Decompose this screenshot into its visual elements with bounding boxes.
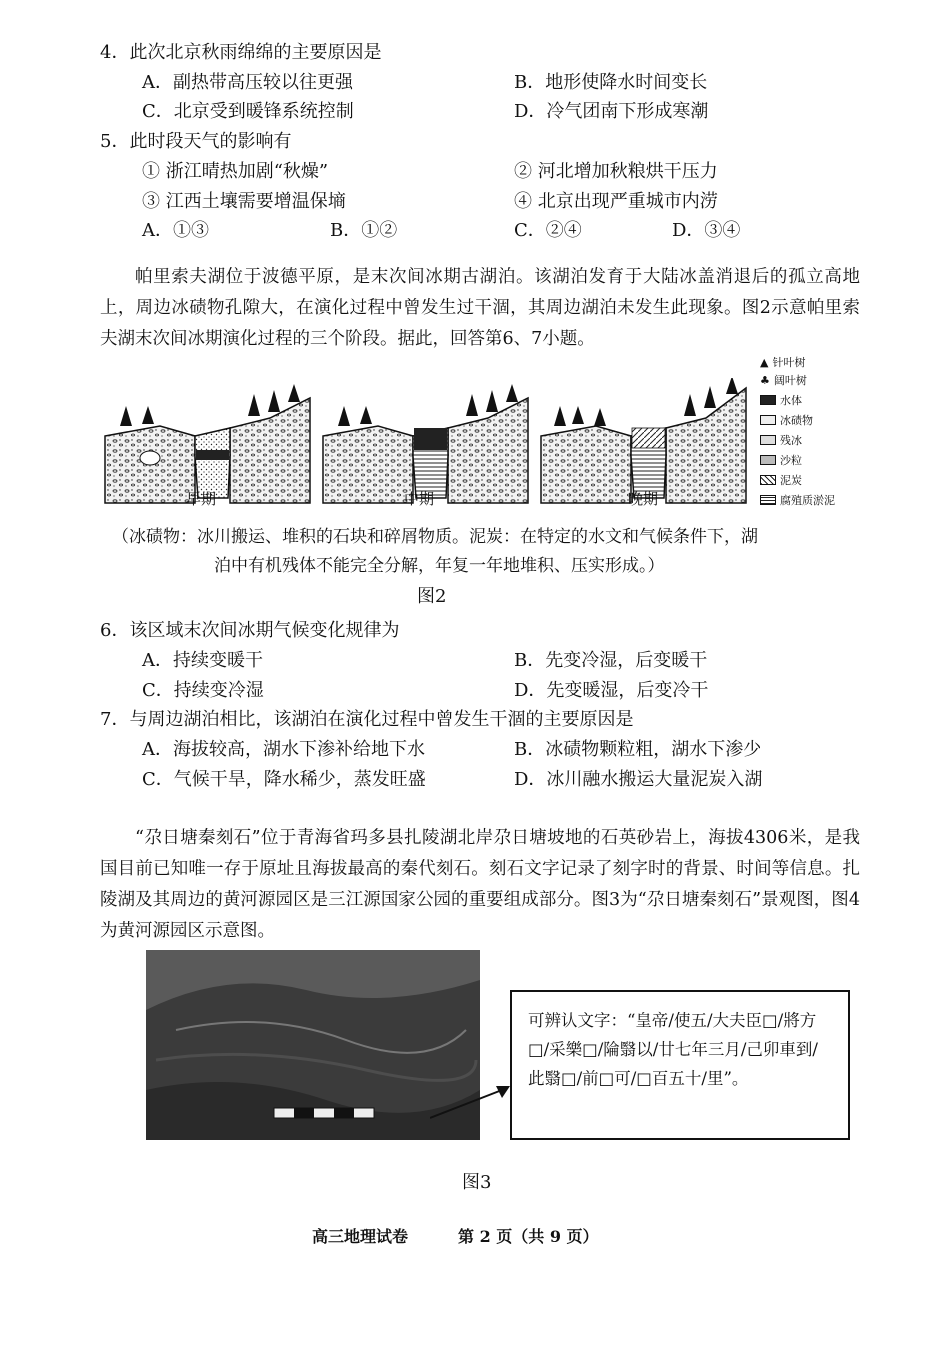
q7-option-a: A．海拔较高，湖水下渗补给地下水 xyxy=(142,739,425,760)
stage-early xyxy=(105,384,310,503)
q7-option-d: D．冰川融水搬运大量泥炭入湖 xyxy=(514,769,763,790)
figure2-caption: 图2 xyxy=(417,586,447,607)
stage-label-late: 晚期 xyxy=(628,490,659,508)
q5-statement-2: ② 河北增加秋粮烘干压力 xyxy=(514,161,718,182)
q5-statement-4: ④ 北京出现严重城市内涝 xyxy=(514,191,718,212)
q6-option-d: D．先变暖湿，后变冷干 xyxy=(514,680,709,701)
q4-option-d: D．冷气团南下形成寒潮 xyxy=(514,101,709,122)
conifer-icon: ▲ xyxy=(760,355,769,369)
legend-water: 水体 xyxy=(760,392,802,408)
legend-residual-ice: 残冰 xyxy=(760,432,802,448)
stage-late xyxy=(541,378,746,503)
q7-stem: 7．与周边湖泊相比，该湖泊在演化过程中曾发生干涸的主要原因是 xyxy=(100,709,634,730)
stage-middle xyxy=(323,384,528,503)
inscription-text: 可辨认文字：“皇帝/使五/大夫臣□/將方□/采樂□/陯翳以/廿七年三月/己卯車到/此翳□/前□可/□百五十/里”。 xyxy=(528,1011,818,1088)
q7-option-b: B．冰碛物颗粒粗，湖水下渗少 xyxy=(514,739,762,760)
legend-moraine: 冰碛物 xyxy=(760,412,813,428)
q4-option-c: C．北京受到暖锋系统控制 xyxy=(142,101,354,122)
q5-statement-1: ① 浙江晴热加剧“秋燥” xyxy=(142,161,329,182)
q7-option-c: C．气候干旱，降水稀少，蒸发旺盛 xyxy=(142,769,426,790)
q5-statement-3: ③ 江西土壤需要增温保墒 xyxy=(142,191,346,212)
stage-label-early: 早期 xyxy=(186,490,217,508)
legend-sand: 沙粒 xyxy=(760,452,802,468)
q5-option-b: B．①② xyxy=(330,220,398,241)
passage-qin-stone: “尕日塘秦刻石”位于青海省玛多县扎陵湖北岸尕日塘坡地的石英砂岩上，海拔4306米，是我国目前已知唯一存于原址且海拔最高的秦代刻石。刻石文字记录了刻字时的背景、时间等信息。扎陵湖及其周边的黄河源园区是三江源国家公园的重要组成部分。图3为“尕日塘秦刻石”景观图，图4为黄河源园区示意图。 xyxy=(100,828,860,941)
inscription-box xyxy=(510,990,850,1140)
figure2-note-line2: 泊中有机残体不能完全分解，年复一年地堆积、压实形成。） xyxy=(214,556,665,576)
figure2-note-line1: （冰碛物：冰川搬运、堆积的石块和碎屑物质。泥炭：在特定的水文和气候条件下，湖 xyxy=(112,527,758,547)
q5-option-c: C．②④ xyxy=(514,220,582,241)
q5-stem: 5．此时段天气的影响有 xyxy=(100,131,292,152)
q4-stem: 4．此次北京秋雨绵绵的主要原因是 xyxy=(100,42,382,63)
arrow-to-inscription xyxy=(430,1080,514,1120)
stage-label-middle: 中期 xyxy=(404,490,435,508)
passage-palisov-lake: 帕里索夫湖位于波德平原，是末次间冰期古湖泊。该湖泊发育于大陆冰盖消退后的孤立高地上，周边冰碛物孔隙大，在演化过程中曾发生过干涸，其周边湖泊未发生此现象。图2示意帕里索夫湖末次间冰期演化过程的三个阶段。据此，回答第6、7小题。 xyxy=(100,267,860,349)
q5-option-a: A．①③ xyxy=(142,220,209,241)
legend-conifer: ▲ 针叶树 xyxy=(760,355,806,369)
q6-option-c: C．持续变冷湿 xyxy=(142,680,264,701)
legend-broadleaf: ♣ 阔叶树 xyxy=(760,373,807,387)
figure3-caption: 图3 xyxy=(462,1172,492,1193)
q6-option-b: B．先变冷湿，后变暖干 xyxy=(514,650,708,671)
footer-page: 第 2 页（共 9 页） xyxy=(458,1227,599,1246)
footer-subject: 高三地理试卷 xyxy=(312,1227,409,1246)
q4-option-a: A．副热带高压较以往更强 xyxy=(142,72,353,93)
q6-option-a: A．持续变暖干 xyxy=(142,650,263,671)
legend-humus-silt: 腐殖质淤泥 xyxy=(760,492,835,508)
q5-option-d: D．③④ xyxy=(672,220,741,241)
broadleaf-icon: ♣ xyxy=(760,373,770,387)
legend-peat: 泥炭 xyxy=(760,472,802,488)
q6-stem: 6．该区域末次间冰期气候变化规律为 xyxy=(100,620,400,641)
q4-option-b: B．地形使降水时间变长 xyxy=(514,72,708,93)
